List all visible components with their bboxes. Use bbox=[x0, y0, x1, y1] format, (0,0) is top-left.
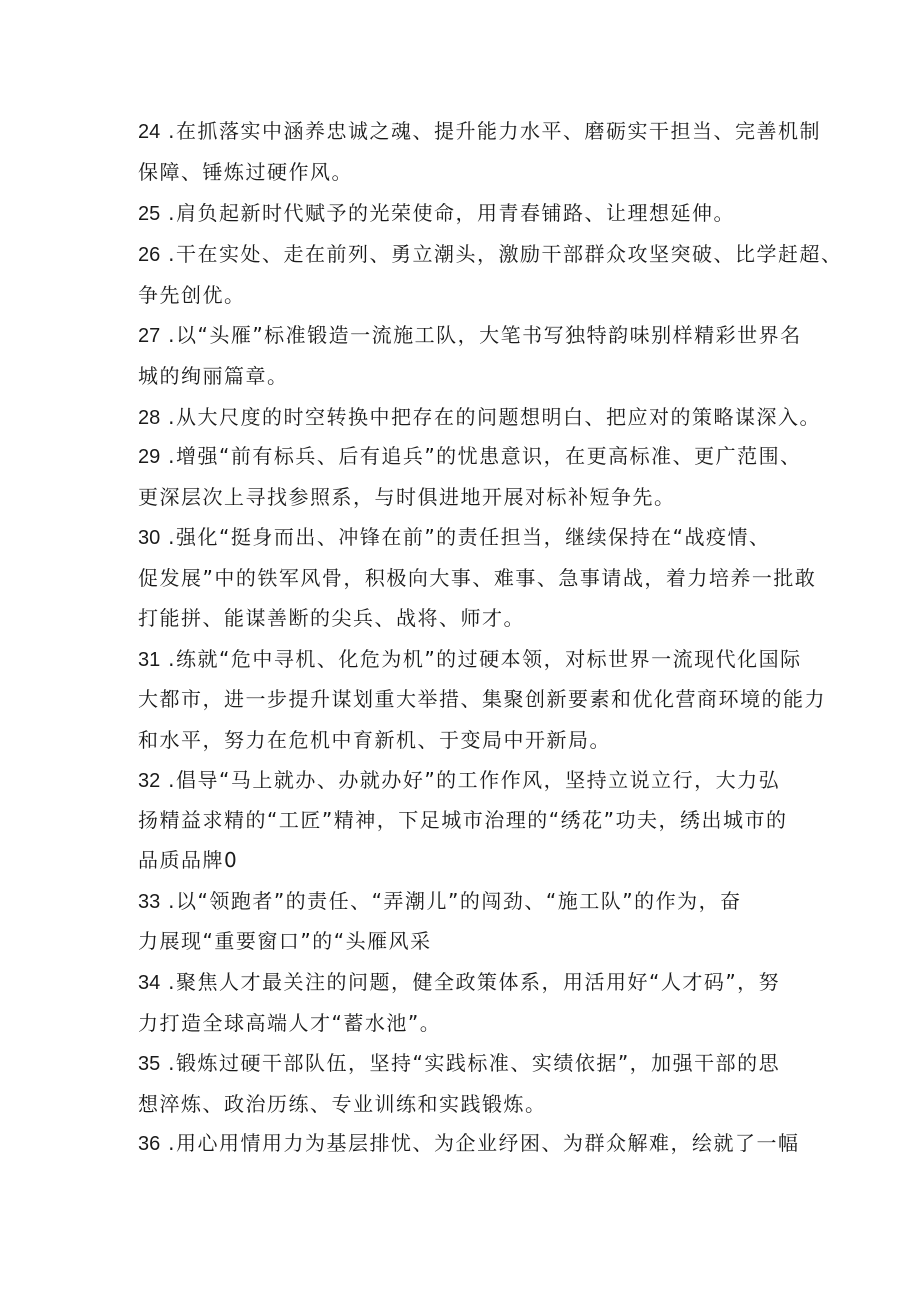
item-text: 想淬炼、政治历练、专业训练和实践锻炼。 bbox=[138, 1092, 547, 1116]
list-item-34-line-1 bbox=[138, 967, 808, 997]
item-number: 34 bbox=[138, 972, 161, 994]
item-text: .干在实处、走在前列、勇立潮头，激励干部群众攻坚突破、比学赶超、 bbox=[160, 242, 843, 266]
item-number: 25 bbox=[138, 203, 161, 225]
list-item-29-line-1 bbox=[138, 441, 808, 471]
item-text: 大都市，进一步提升谋划重大举措、集聚创新要素和优化营商环境的能力 bbox=[138, 687, 826, 711]
item-text: 促发展”中的铁军风骨，积极向大事、难事、急事请战，着力培养一批敢 bbox=[138, 566, 817, 590]
item-text: 和水平，努力在危机中育新机、于变局中开新局。 bbox=[138, 728, 611, 752]
list-item-24-line-2 bbox=[138, 157, 808, 187]
list-item-24-line-1 bbox=[138, 116, 821, 146]
list-item-26-line-1 bbox=[138, 239, 843, 269]
list-item-31-line-1 bbox=[138, 644, 808, 674]
list-item-33-line-2 bbox=[138, 926, 808, 956]
item-number: 24 bbox=[138, 121, 161, 143]
list-item-25-line-1 bbox=[138, 198, 808, 228]
item-number: 36 bbox=[138, 1133, 161, 1155]
item-text: 城的绚丽篇章。 bbox=[138, 364, 289, 388]
item-text: 品质品牌0 bbox=[138, 848, 239, 872]
item-number: 26 bbox=[138, 244, 161, 266]
item-number: 35 bbox=[138, 1053, 161, 1075]
item-number: 32 bbox=[138, 770, 161, 792]
item-text: 保障、锤炼过硬作风。 bbox=[138, 160, 353, 184]
item-text: .以“领跑者”的责任、“弄潮儿”的闯劲、“施工队”的作为，奋 bbox=[160, 889, 742, 913]
item-number: 33 bbox=[138, 891, 161, 913]
item-text: 力展现“重要窗口”的“头雁风采 bbox=[138, 929, 432, 953]
item-text: .用心用情用力为基层排忧、为企业纾困、为群众解难，绘就了一幅 bbox=[160, 1131, 800, 1155]
list-item-35-line-1 bbox=[138, 1048, 808, 1078]
item-number: 28 bbox=[138, 407, 161, 429]
list-item-27-line-1 bbox=[138, 320, 808, 350]
item-text: .在抓落实中涵养忠诚之魂、提升能力水平、磨砺实干担当、完善机制 bbox=[160, 119, 821, 143]
item-text: .从大尺度的时空转换中把存在的问题想明白、把应对的策略谋深入。 bbox=[160, 405, 821, 429]
item-text: 力打造全球高端人才“蓄水池”。 bbox=[138, 1011, 442, 1035]
item-number: 31 bbox=[138, 649, 161, 671]
item-number: 29 bbox=[138, 446, 161, 468]
list-item-34-line-2 bbox=[138, 1008, 808, 1038]
item-text: 打能拼、能谋善断的尖兵、战将、师才。 bbox=[138, 606, 525, 630]
item-text: .增强“前有标兵、后有追兵”的忧患意识，在更高标准、更广范围、 bbox=[160, 444, 802, 468]
list-item-28-line-1 bbox=[138, 402, 821, 432]
item-text: .练就“危中寻机、化危为机”的过硬本领，对标世界一流现代化国际 bbox=[160, 647, 802, 671]
item-text: .肩负起新时代赋予的光荣使命，用青春铺路、让理想延伸。 bbox=[160, 201, 735, 225]
list-item-32-line-2 bbox=[138, 805, 808, 835]
list-item-26-line-2 bbox=[138, 280, 808, 310]
list-item-27-line-2 bbox=[138, 361, 808, 391]
list-item-36-line-1 bbox=[138, 1128, 808, 1158]
list-item-32-line-1 bbox=[138, 765, 808, 795]
list-item-31-line-3 bbox=[138, 725, 808, 755]
item-text: 扬精益求精的“工匠”精神，下足城市治理的“绣花”功夫，绣出城市的 bbox=[138, 808, 788, 832]
item-number: 27 bbox=[138, 325, 161, 347]
item-text: .强化“挺身而出、冲锋在前”的责任担当，继续保持在“战疫情、 bbox=[160, 525, 771, 549]
item-text: .倡导“马上就办、办就办好”的工作作风，坚持立说立行，大力弘 bbox=[160, 768, 781, 792]
item-number: 30 bbox=[138, 527, 161, 549]
list-item-29-line-2 bbox=[138, 482, 808, 512]
list-item-30-line-3 bbox=[138, 603, 808, 633]
list-item-33-line-1 bbox=[138, 886, 808, 916]
list-item-35-line-2 bbox=[138, 1089, 808, 1119]
item-text: .锻炼过硬干部队伍，坚持“实践标准、实绩依据”，加强干部的思 bbox=[160, 1051, 781, 1075]
item-text: 更深层次上寻找参照系，与时俱进地开展对标补短争先。 bbox=[138, 485, 676, 509]
list-item-30-line-2 bbox=[138, 563, 817, 593]
list-item-31-line-2 bbox=[138, 684, 826, 714]
item-text: .以“头雁”标准锻造一流施工队，大笔书写独特韵味别样精彩世界名 bbox=[160, 323, 802, 347]
list-item-32-line-3 bbox=[138, 845, 808, 875]
list-item-30-line-1 bbox=[138, 522, 808, 552]
item-text: 争先创优。 bbox=[138, 283, 246, 307]
item-text: .聚焦人才最关注的问题，健全政策体系，用活用好“人才码”，努 bbox=[160, 970, 781, 994]
